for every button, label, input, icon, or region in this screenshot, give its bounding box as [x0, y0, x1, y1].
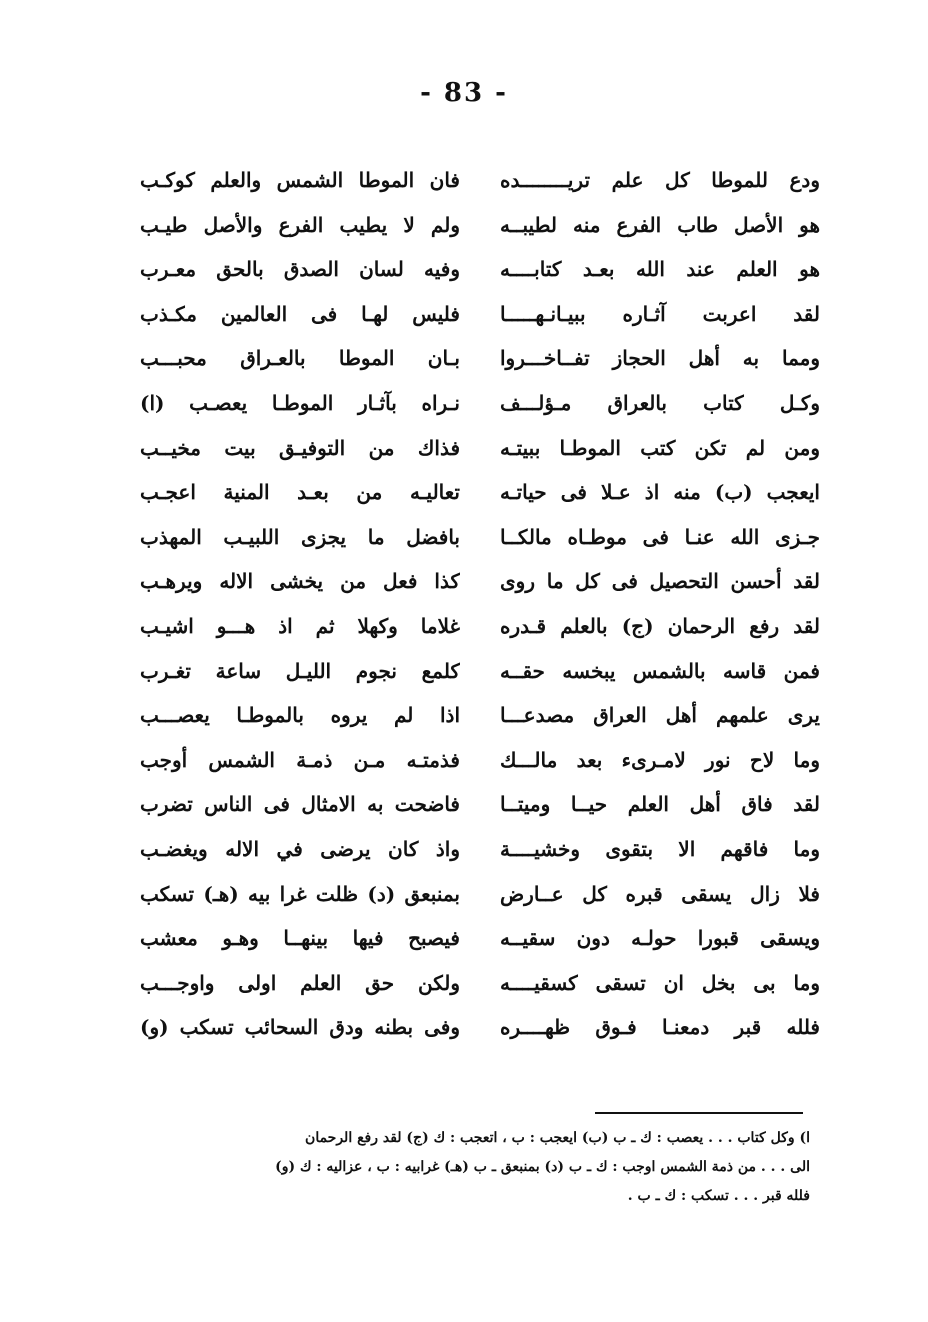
verse-right: ومن لم تكن كتب الموطـا ببيتـه — [500, 435, 820, 460]
verse-left: واذ كان يرضى في الاله ويغضـب — [140, 836, 460, 861]
verse-right: هو الأصل طاب الفرع منه لطيبــه — [500, 212, 820, 237]
verse-left: ولكن حق العلم اولى واوجـــب — [140, 970, 460, 995]
verse-left: بافضل ما يجزى اللبيـب المهذب — [140, 524, 460, 549]
verse-left: ولم لا يطيب الفرع والأصل طيـب — [140, 212, 460, 237]
footnotes — [130, 1124, 810, 1211]
verse-right: لقد اعربت آثـاره ببيـانـهـــــا — [500, 301, 820, 326]
left-column — [140, 158, 460, 1050]
verse-left: فان الموطا الشمس والعلم كوكـب — [140, 168, 460, 192]
verse-right: ودع للموطا كل علم تريــــــــده — [500, 168, 820, 192]
verse-left: بـان الموطا بالعـراق محبـــب — [140, 346, 460, 371]
verse-right: وكـل كتاب بالعراق مـؤلـــف — [500, 390, 820, 415]
verse-right: فلا زال يسقى قبره كل عــارض — [500, 881, 820, 906]
footnote-line: الى . . . من ذمة الشمس اوجب : ك ـ ب (د) بمنبعق ـ ب (هـ) غرابيه : ب ، عزاليه : ك (و) — [275, 1159, 810, 1175]
verse-left: غلاما وكهلا ثم اذ هـــو اشيـب — [140, 613, 460, 638]
verse-left: فذمتـه مـن ذمـة الشمس أوجب — [140, 747, 460, 772]
verse-left: كذا فعل من يخشى الاله ويرهـب — [140, 569, 460, 594]
verse-left: وفيه لسان الصدق بالحق معـرب — [140, 257, 460, 282]
poem-body — [140, 158, 820, 1050]
verse-right: ومما به أهل الحجاز تفــاخـــروا — [500, 346, 820, 371]
verse-left: وفى بطنه ودق السحائب تسكب (و) — [140, 1015, 460, 1040]
verse-left: فيصبح فيها بينهــا وهـو معشب — [140, 926, 460, 951]
footnote-divider — [595, 1112, 803, 1114]
verse-left: كلمع نجوم الليـل ساعة تغـرب — [140, 658, 460, 683]
verse-right: هو العلم عند الله بعـد كتابــــه — [500, 257, 820, 282]
verse-left: بمنبعق (د) ظلت غرا بيه (هـ) تسكب — [140, 881, 460, 906]
verse-left: فليس لهـا فى العالمين مكـذب — [140, 301, 460, 326]
verse-right: لقد رفع الرحمان (ج) بالعلم قـدره — [500, 613, 820, 638]
footnote-line: ا) وكل كتاب . . . يعصب : ك ـ ب (ب) ايعجب : ب ، اتعجب : ك (ج) لقد رفع الرحمان — [305, 1130, 810, 1146]
verse-right: لقد فاق أهل العلم حيــا وميتــا — [500, 792, 820, 817]
verse-right: ويسقى قبورا حولـه دون سقيــه — [500, 926, 820, 951]
verse-left: فاضحت به الامثال فى الناس تضرب — [140, 792, 460, 817]
page-number: - 83 - — [420, 78, 508, 108]
verse-left: نـراه بآثـار الموطـا يعصـب (ا) — [140, 390, 460, 415]
verse-right: وما فاقهم الا بتقوى وخشيــــة — [500, 836, 820, 861]
verse-left: تعاليـه من بعـد المنية اعجـب — [140, 480, 460, 505]
verse-right: فلله قبر دمعنـا فـوق ظهــــره — [500, 1015, 820, 1040]
right-column — [500, 158, 820, 1050]
verse-left: اذا لم يروه بالموطـا يعصـــب — [140, 703, 460, 728]
verse-right: يرى علمهم أهل العراق مصدعـــا — [500, 703, 820, 728]
verse-right: لقد أحسن التحصيل فى كل ما روى — [500, 569, 820, 594]
verse-right: ايعجب (ب) منه اذ عـلا فى حياتـه — [500, 480, 820, 505]
verse-right: وما لاح نور لامـرىء بعد مالـــك — [500, 747, 820, 772]
verse-right: فمن قاسه بالشمس يبخسه حقــه — [500, 658, 820, 683]
footnote-line: فلله قبر . . . تسكب : ك ـ ب . — [627, 1188, 810, 1204]
verse-left: فذاك من التوفيـق بيت مخيــب — [140, 435, 460, 460]
verse-right: جـزى الله عنـا فى موطـاه مالكــا — [500, 524, 820, 549]
verse-right: وما بى بخل ان تسقى كسقيــــه — [500, 970, 820, 995]
